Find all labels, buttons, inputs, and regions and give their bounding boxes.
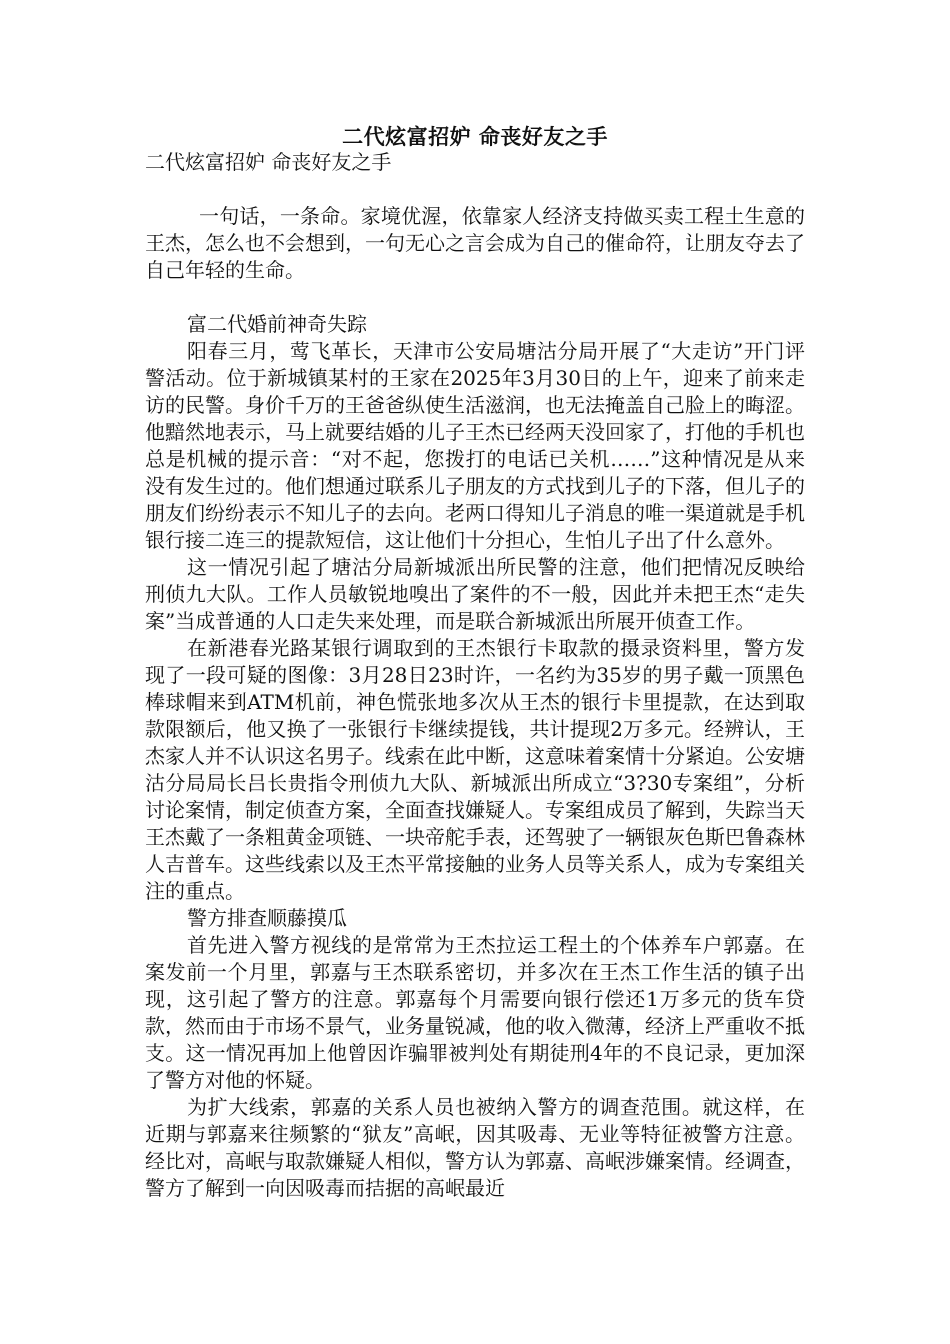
paragraph: 阳春三月，莺飞革长，天津市公安局塘沽分局开展了“大走访”开门评警活动。位于新城镇某村的王家在2025年3月30日的上午，迎来了前来走访的民警。身价千万的王爸爸纵使生活滋润，也无法掩盖自己脸上的晦涩。他黯然地表示，马上就要结婚的儿子王杰已经两天没回家了，打他的手机也总是机械的提示音：“对不起，您拨打的电话已关机……”这种情况是从来没有发生过的。他们想通过联系儿子朋友的方式找到儿子的下落，但儿子的朋友们纷纷表示不知儿子的去向。老两口得知儿子消息的唯一渠道就是手机银行接二连三的提款短信，这让他们十分担心，生怕儿子出了什么意外。 [145,339,805,552]
paragraph: 这一情况引起了塘沽分局新城派出所民警的注意，他们把情况反映给刑侦九大队。工作人员敏锐地嗅出了案件的不一般，因此并未把王杰“走失案”当成普通的人口走失来处理，而是联合新城派出所展开侦查工作。 [145,555,805,633]
blank-line [145,284,805,311]
paragraph: 首先进入警方视线的是常常为王杰拉运工程土的个体养车户郭嘉。在案发前一个月里，郭嘉与王杰联系密切，并多次在王杰工作生活的镇子出现，这引起了警方的注意。郭嘉每个月需要向银行偿还1万多元的货车贷款，然而由于市场不景气，业务量锐减，他的收入微薄，经济上严重收不抵支。这一情况再加上他曾因诈骗罪被判处有期徒刑4年的不良记录，更加深了警方对他的怀疑。 [145,933,805,1092]
document-body [145,149,805,1202]
paragraph: 为扩大线索，郭嘉的关系人员也被纳入警方的调查范围。就这样，在近期与郭嘉来往频繁的“狱友”高岷，因其吸毒、无业等特征被警方注意。经比对，高岷与取款嫌疑人相似，警方认为郭嘉、高岷涉嫌案情。经调查，警方了解到一向因吸毒而拮据的高岷最近 [145,1095,805,1200]
lead-paragraph: 一句话，一条命。家境优渥，依靠家人经济支持做买卖工程土生意的王杰，怎么也不会想到，一句无心之言会成为自己的催命符，让朋友夺去了自己年轻的生命。 [145,204,805,282]
paragraph: 在新港春光路某银行调取到的王杰银行卡取款的摄录资料里，警方发现了一段可疑的图像：3月28日23时许，一名约为35岁的男子戴一顶黑色棒球帽来到ATM机前，神色慌张地多次从王杰的银行卡里提款，在达到取款限额后，他又换了一张银行卡继续提钱，共计提现2万多元。经辨认，王杰家人并不认识这名男子。线索在此中断，这意味着案情十分紧迫。公安塘沽分局局长吕长贵指令刑侦九大队、新城派出所成立“3?30专案组”，分析讨论案情，制定侦查方案，全面查找嫌疑人。专案组成员了解到，失踪当天王杰戴了一条粗黄金项链、一块帝舵手表，还驾驶了一辆银灰色斯巴鲁森林人吉普车。这些线索以及王杰平常接触的业务人员等关系人，成为专案组关注的重点。 [145,636,805,903]
document-title: 二代炫富招妒 命丧好友之手 [342,124,608,149]
section-heading-disappearance: 富二代婚前神奇失踪 [187,312,367,336]
section-heading-investigation: 警方排查顺藤摸瓜 [187,906,347,930]
document-subtitle: 二代炫富招妒 命丧好友之手 [145,150,392,174]
blank-line [145,176,805,203]
